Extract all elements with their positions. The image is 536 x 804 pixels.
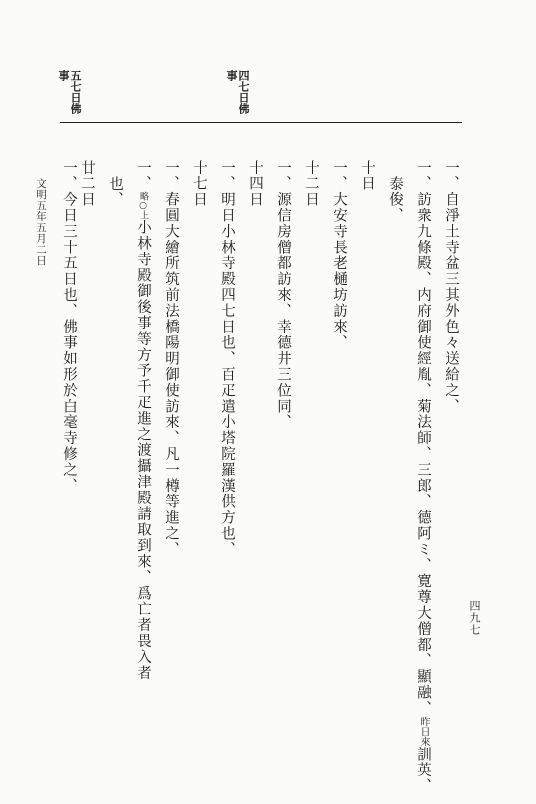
date-line: 十四日 [247,160,263,208]
header-line: 事 [57,70,70,81]
date-line: 十日 [359,160,375,192]
text-line: 一、略○上小林寺殿御後事等方予千疋進之渡攝津殿請取到來、爲亡者畏入者 [135,160,151,681]
text-line: 一、源信房僧都訪來、幸德井三位同、 [275,160,291,431]
header-rule [60,122,462,123]
text-line: 一、訪衆九條殿、内府御使經胤、菊法師、三郎、德阿ミ、寛尊大僧都、顯融、昨日來訓英、 [415,160,431,795]
text-line: 一、明日小林寺殿四七日也、百疋遣小塔院羅漢供方也、 [219,160,235,558]
text-line: 也、 [107,176,123,208]
header-line: 五七日佛 [69,70,82,114]
text-line: 一、今日三十五日也、佛事如形於白毫寺修之、 [61,160,77,494]
text-line: 一、大安寺長老樋坊訪來、 [331,160,347,351]
date-line: 十七日 [191,160,207,208]
date-line: 十二日 [303,160,319,208]
interlinear-note: 昨日來 [418,716,429,747]
margin-date: 文明五年五月二日 [35,178,47,266]
page-number: 四九七 [468,600,481,636]
running-header-left [58,70,81,114]
text-line: 一、自淨土寺盆三其外色々送給之、 [443,160,459,415]
date-line: 廿二日 [79,160,95,208]
header-line: 四七日佛 [237,70,250,114]
text-line: 泰俊、 [387,176,403,224]
running-header-right [226,70,249,114]
header-line: 事 [225,70,238,81]
text-line: 一、春圓大繪所筑前法橋陽明御使訪來、凡一樽等進之、 [163,160,179,558]
omission-note: 略○上 [138,191,148,220]
